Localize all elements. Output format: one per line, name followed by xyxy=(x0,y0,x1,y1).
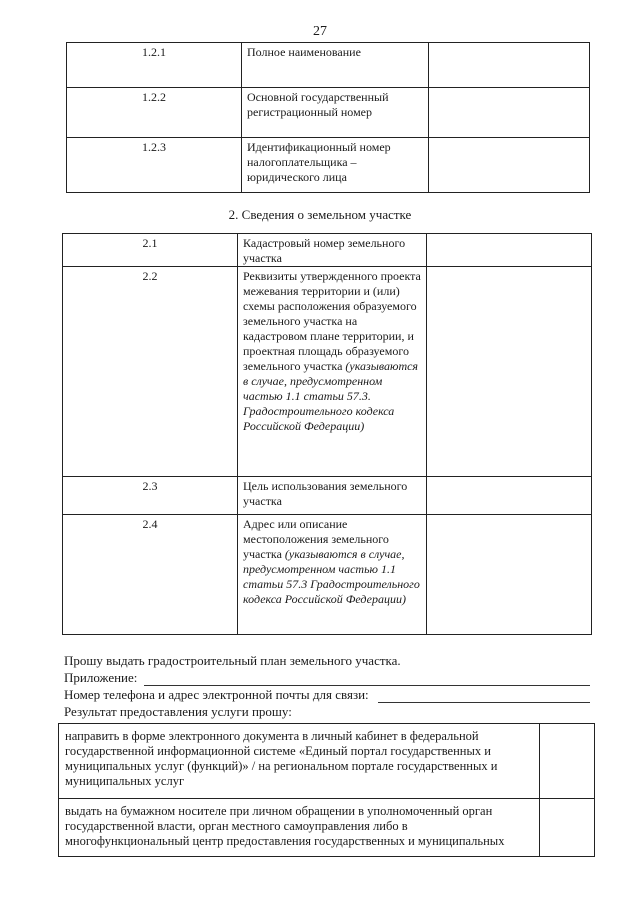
row-number: 1.2.2 xyxy=(67,88,242,138)
table-row xyxy=(63,477,592,515)
attachment-label: Приложение: xyxy=(64,670,138,685)
row-number: 2.4 xyxy=(63,515,238,635)
row-value[interactable] xyxy=(429,43,590,88)
table-row xyxy=(59,799,595,857)
row-value[interactable] xyxy=(427,515,592,635)
row-number: 1.2.1 xyxy=(67,43,242,88)
row-value[interactable] xyxy=(429,138,590,193)
row-label xyxy=(238,515,427,635)
delivery-option-text: направить в форме электронного документа в личный кабинет в федеральной государственной информационной системе «Единый портал государственных и муниципальных услуг (функций)» / на региональном портале государственных и муниципальных услуг xyxy=(59,724,540,799)
row-label xyxy=(238,267,427,477)
land-section-title: 2. Сведения о земельном участке xyxy=(228,207,412,222)
table-row xyxy=(59,724,595,799)
row-value[interactable] xyxy=(427,477,592,515)
row-note: (указываются в случае, предусмотренном частью 1.1 статьи 57.3. Градостроительного кодекса Российской Федерации) xyxy=(243,359,419,433)
table-row xyxy=(67,43,590,88)
applicant-table xyxy=(66,42,590,193)
row-label xyxy=(238,234,427,267)
row-number: 2.3 xyxy=(63,477,238,515)
row-value[interactable] xyxy=(429,88,590,138)
table-row xyxy=(63,234,592,267)
row-value[interactable] xyxy=(427,267,592,477)
row-label xyxy=(238,477,427,515)
delivery-options-table xyxy=(58,723,595,857)
row-label-text: Кадастровый номер земельного участка xyxy=(243,236,406,265)
row-number: 2.2 xyxy=(63,267,238,477)
request-line: Прошу выдать градостроительный план земельного участка. xyxy=(64,653,401,668)
contact-field[interactable] xyxy=(378,702,590,703)
row-value[interactable] xyxy=(427,234,592,267)
land-table xyxy=(62,233,592,635)
delivery-option-checkbox[interactable] xyxy=(540,799,595,857)
table-row xyxy=(67,88,590,138)
row-number: 2.1 xyxy=(63,234,238,267)
page-number: 27 xyxy=(313,24,327,39)
delivery-option-text: выдать на бумажном носителе при личном обращении в уполномоченный орган государственной власти, орган местного самоуправления либо в многофункциональный центр предоставления государственных и муниципальных xyxy=(59,799,540,857)
contact-label: Номер телефона и адрес электронной почты для связи: xyxy=(64,687,369,702)
row-label-text: Цель использования земельного участка xyxy=(243,479,408,508)
row-label: Полное наименование xyxy=(242,43,429,88)
table-row xyxy=(63,515,592,635)
delivery-option-checkbox[interactable] xyxy=(540,724,595,799)
table-row xyxy=(67,138,590,193)
row-label-text: Реквизиты утвержденного проекта межевания территории и (или) схемы расположения образуемого земельного участка на кадастровом плане территории, и проектная площадь образуемого земельного участка xyxy=(243,269,421,373)
attachment-field[interactable] xyxy=(144,685,590,686)
result-label: Результат предоставления услуги прошу: xyxy=(64,704,292,719)
table-row xyxy=(63,267,592,477)
row-label-text: Адрес или описание местоположения земельного участка xyxy=(243,517,389,561)
row-number: 1.2.3 xyxy=(67,138,242,193)
row-label: Идентификационный номер налогоплательщика – юридического лица xyxy=(242,138,429,193)
row-note: (указываются в случае, предусмотренном частью 1.1 статьи 57.3 Градостроительного кодекса Российской Федерации) xyxy=(243,547,420,606)
row-label: Основной государственный регистрационный номер xyxy=(242,88,429,138)
